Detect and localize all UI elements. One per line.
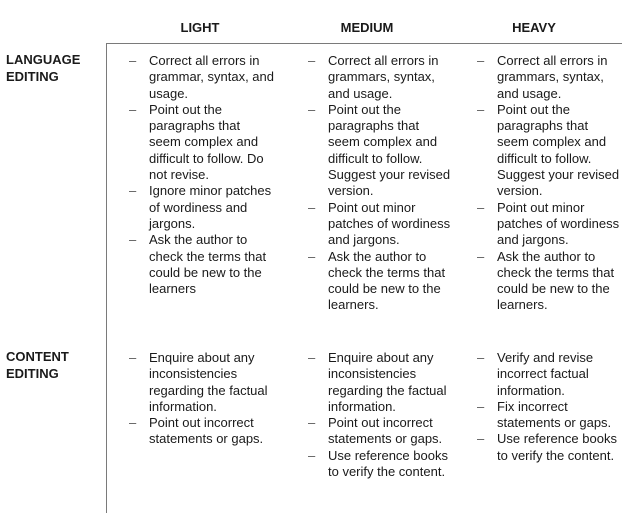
list-item: – Correct all errors in grammars, syntax, and usage. — [472, 53, 622, 102]
column-header-heavy: HEAVY — [512, 20, 556, 35]
cell-language-light — [124, 53, 274, 297]
list-item: – Ask the author to check the terms that could be new to the learners. — [303, 249, 453, 314]
header-divider — [106, 43, 622, 44]
list-item: – Enquire about any inconsistencies regarding the factual information. — [303, 350, 453, 415]
list-item: – Ask the author to check the terms that could be new to the learners. — [472, 249, 622, 314]
cell-language-heavy — [472, 53, 622, 314]
list-item: – Point out minor patches of wordiness and jargons. — [472, 200, 622, 249]
cell-content-light — [124, 350, 274, 448]
row-label-language-editing: LANGUAGE EDITING — [6, 52, 81, 84]
list-item: – Point out the paragraphs that seem complex and difficult to follow. Suggest your revised version. — [472, 102, 622, 200]
cell-content-heavy — [472, 350, 622, 464]
list-item: – Point out minor patches of wordiness and jargons. — [303, 200, 453, 249]
column-header-light: LIGHT — [180, 20, 220, 35]
column-header-medium: MEDIUM — [340, 20, 394, 35]
list-item: – Point out the paragraphs that seem complex and difficult to follow. Do not revise. — [124, 102, 274, 183]
list-item: – Correct all errors in grammars, syntax, and usage. — [303, 53, 453, 102]
list-item: – Ignore minor patches of wordiness and jargons. — [124, 183, 274, 232]
list-item: – Enquire about any inconsistencies regarding the factual information. — [124, 350, 274, 415]
list-item: – Ask the author to check the terms that could be new to the learners — [124, 232, 274, 297]
list-item: – Use reference books to verify the content. — [303, 448, 453, 481]
row-label-divider — [106, 43, 107, 513]
list-item: – Point out incorrect statements or gaps. — [303, 415, 453, 448]
list-item: – Correct all errors in grammar, syntax, and usage. — [124, 53, 274, 102]
list-item: – Point out the paragraphs that seem complex and difficult to follow. Suggest your revised version. — [303, 102, 453, 200]
row-label-content-editing: CONTENT EDITING — [6, 349, 69, 381]
list-item: – Fix incorrect statements or gaps. — [472, 399, 622, 432]
list-item: – Point out incorrect statements or gaps. — [124, 415, 274, 448]
cell-language-medium — [303, 53, 453, 314]
list-item: – Use reference books to verify the content. — [472, 431, 622, 464]
list-item: – Verify and revise incorrect factual information. — [472, 350, 622, 399]
cell-content-medium — [303, 350, 453, 480]
